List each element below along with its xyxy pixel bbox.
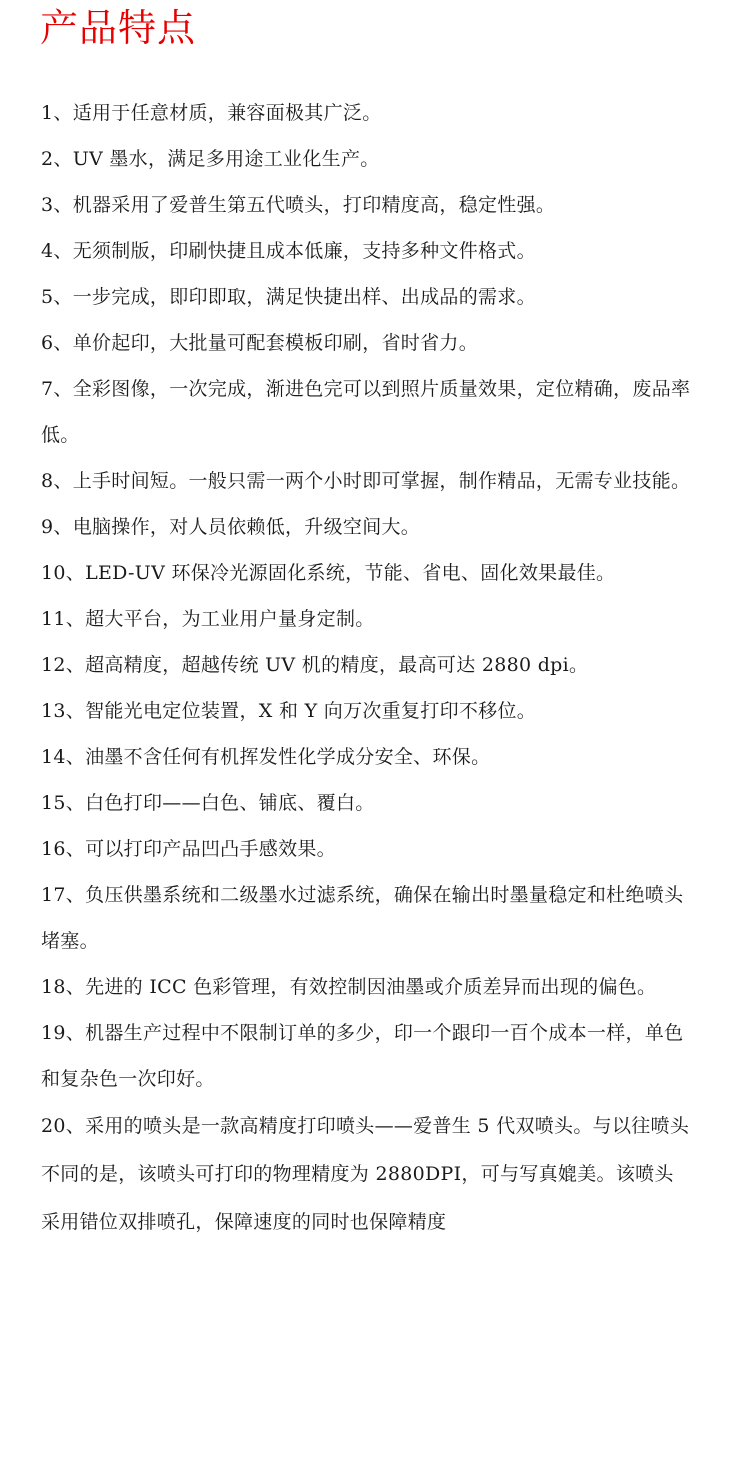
feature-item-18: 18、先进的 ICC 色彩管理，有效控制因油墨或介质差异而出现的偏色。 [41,976,657,998]
feature-item-3: 3、机器采用了爱普生第五代喷头，打印精度高，稳定性强。 [41,194,556,216]
feature-item-20: 20、采用的喷头是一款高精度打印喷头——爱普生 5 代双喷头。与以往喷头不同的是，该喷头可打印的物理精度为 2880DPI，可与写真媲美。该喷头采用错位双排喷孔，保障速度的同时也保障精度 [41,1115,690,1233]
feature-item-7: 7、全彩图像，一次完成，渐进色完可以到照片质量效果，定位精确，废品率低。 [41,378,691,446]
feature-item-12: 12、超高精度，超越传统 UV 机的精度，最高可达 2880 dpi。 [41,654,589,676]
feature-list [41,90,691,1246]
feature-item-11: 11、超大平台，为工业用户量身定制。 [41,608,375,630]
feature-item-6: 6、单价起印，大批量可配套模板印刷，省时省力。 [41,332,478,354]
feature-item-8: 8、上手时间短。一般只需一两个小时即可掌握，制作精品，无需专业技能。 [41,470,691,492]
page-title: 产品特点 [40,6,197,50]
feature-item-17: 17、负压供墨系统和二级墨水过滤系统，确保在输出时墨量稳定和杜绝喷头堵塞。 [41,884,684,952]
feature-item-5: 5、一步完成，即印即取，满足快捷出样、出成品的需求。 [41,286,536,308]
feature-item-19: 19、机器生产过程中不限制订单的多少，印一个跟印一百个成本一样，单色和复杂色一次印好。 [41,1022,684,1090]
feature-item-13: 13、智能光电定位装置，X 和 Y 向万次重复打印不移位。 [41,700,537,722]
feature-item-4: 4、无须制版，印刷快捷且成本低廉，支持多种文件格式。 [41,240,536,262]
feature-item-10: 10、LED-UV 环保冷光源固化系统，节能、省电、固化效果最佳。 [41,562,616,584]
feature-item-2: 2、UV 墨水，满足多用途工业化生产。 [41,148,380,170]
feature-item-14: 14、油墨不含任何有机挥发性化学成分安全、环保。 [41,746,491,768]
feature-item-1: 1、适用于任意材质，兼容面极其广泛。 [41,102,382,124]
feature-item-9: 9、电脑操作，对人员依赖低，升级空间大。 [41,516,421,538]
feature-item-15: 15、白色打印——白色、铺底、覆白。 [41,792,375,814]
feature-item-16: 16、可以打印产品凹凸手感效果。 [41,838,336,860]
